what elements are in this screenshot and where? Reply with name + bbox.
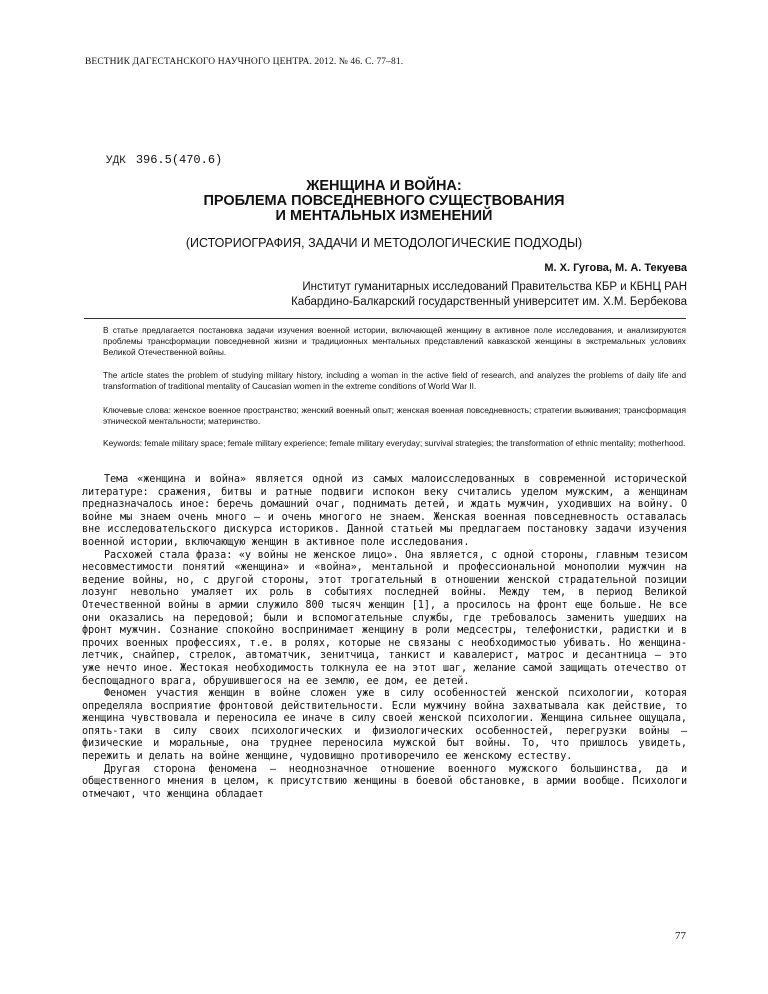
abstract-en: The article states the problem of studying military history, including a woman in the active field of research, and analyzes the problems of daily life and transformation of traditional mentality of Caucasian women in the extreme conditions of World War II.: [103, 370, 686, 391]
body-paragraph-1: Тема «женщина и война» является одной из самых малоисследованных в современной исторической литературе: сражения, битвы и ратные подвиги испокон веку считались уделом мужским, а женщинам предназначалось иное: беречь домашний очаг, поднимать детей, и ждать мужчин, уходивших на войну. О войне мы знаем очень много – и очень многого не знаем. Женская военная повседневность оставалась вне исследовательского дискурса историков. Данной статьей мы предлагаем постановку задачи изучения военной истории, включающую женщин в активное поле исследования.: [82, 474, 687, 548]
authors: М. Х. Гугова, М. А. Текуева: [544, 262, 687, 274]
affiliation-2: Кабардино-Балкарский государственный университет им. Х.М. Бербекова: [291, 296, 687, 308]
body-paragraph-2: Расхожей стала фраза: «у войны не женское лицо». Она является, с одной стороны, главным тезисом несовместимости понятий «женщина» и «война», ментальной и профессиональной монополии мужчин на ведение войны, но, с другой стороны, этот трогательный в отношении женской страдательной позиции лозунг невольно умаляет их роль в событиях последней войны. Между тем, в период Великой Отечественной войны в армии служило 800 тысяч женщин [1], а просилось на фронт еще больше. Не все они оказались на передовой; были и вспомогательные службы, где требовалось заменить ушедших на фронт мужчин. Сознание спокойно воспринимает женщину в роли медсестры, телефонистки, радистки и в прочих военных профессиях, т.е. в ролях, которые не связаны с необходимостью убивать. Но женщина-летчик, снайпер, стрелок, автоматчик, зенитчица, танкист и кавалерист, матрос и десантница – это уже нечто иное. Жестокая необходимость толкнула ее на этот шаг, желание самой защищать отечество от беспощадного врага, обрушившегося на ее землю, ее дом, ее детей.: [82, 549, 687, 687]
affiliations: [291, 280, 687, 310]
article-title: [80, 179, 688, 224]
title-line-3: И МЕНТАЛЬНЫХ ИЗМЕНЕНИЙ: [275, 208, 493, 224]
title-line-2: ПРОБЛЕМА ПОВСЕДНЕВНОГО СУЩЕСТВОВАНИЯ: [203, 193, 565, 209]
keywords-en: Keywords: female military space; female military experience; female military everyday; survival strategies; the transformation of ethnic mentality; motherhood.: [103, 438, 686, 448]
udc-line: [106, 153, 222, 167]
keywords-ru: Ключевые слова: женское военное пространство; женский военный опыт; женская военная повседневность; стратегии выживания; трансформация этнической ментальности; материнство.: [103, 405, 686, 426]
journal-header: ВЕСТНИК ДАГЕСТАНСКОГО НАУЧНОГО ЦЕНТРА. 2012. № 46. С. 77–81.: [85, 57, 404, 67]
title-line-1: ЖЕНЩИНА И ВОЙНА:: [306, 178, 462, 194]
abstract-ru: В статье предлагается постановка задачи изучения военной истории, включающей женщину в активное поле исследования, и анализируются проблемы трансформации повседневной жизни и традиционных ментальных представлений кавказской женщины в экстремальных условиях Великой Отечественной войны.: [103, 325, 686, 357]
divider: [84, 318, 686, 319]
affiliation-1: Институт гуманитарных исследований Правительства КБР и КБНЦ РАН: [302, 281, 687, 293]
body-paragraph-3: Феномен участия женщин в войне сложен уже в силу особенностей женской психологии, которая определяла восприятие фронтовой действительности. Если мужчину война захватывала как действие, то женщина чувствовала и переносила ее иначе в силу своей женской психологии. Женщина сильнее ощущала, опять-таки в силу своих психологических и физиологических особенностей, перегрузки войны – физические и моральные, она труднее переносила мужской быт войны. То, что пришлось увидеть, пережить и делать на войне женщине, чудовищно противоречило ее женскому естеству.: [82, 688, 687, 763]
article-subtitle: (ИСТОРИОГРАФИЯ, ЗАДАЧИ И МЕТОДОЛОГИЧЕСКИЕ ПОДХОДЫ): [185, 236, 583, 250]
article-body: [82, 474, 687, 801]
udc-label: УДК: [106, 155, 126, 167]
page-number: 77: [675, 930, 686, 942]
body-paragraph-4: Другая сторона феномена – неоднозначное отношение военного мужского большинства, да и общественного мнения в целом, к присутствию женщины в боевой обстановке, в армии вообще. Психологи отмечают, что женщина обладает: [82, 763, 687, 800]
udc-value: 396.5(470.6): [135, 153, 223, 167]
